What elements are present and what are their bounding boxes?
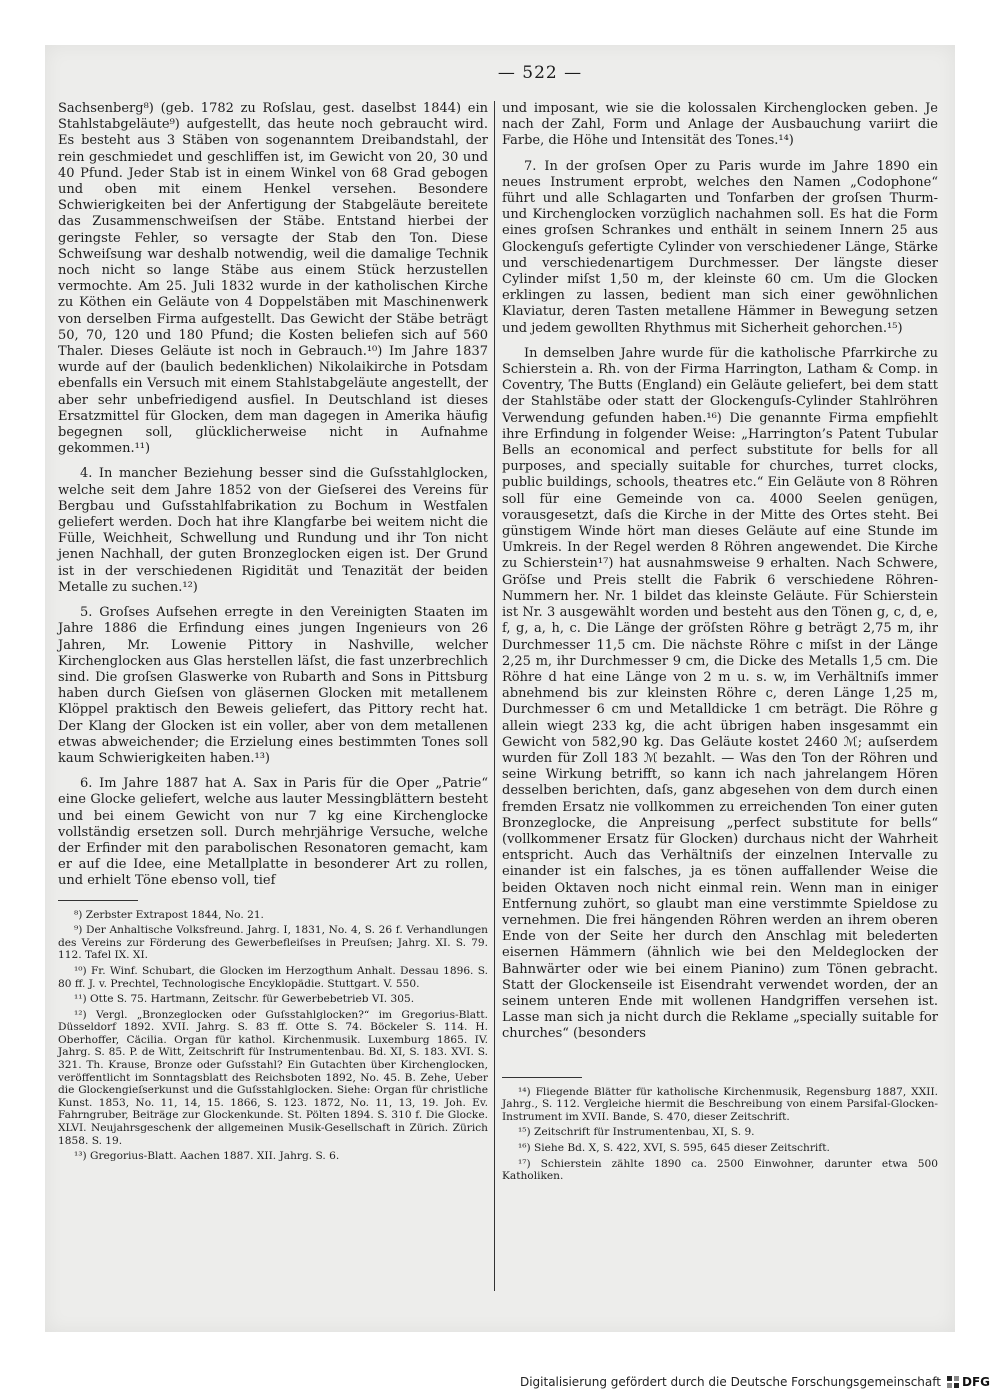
footnote: ¹⁷) Schierstein zählte 1890 ca. 2500 Einwohner, darunter etwa 500 Katholiken. [502,1157,938,1183]
body-paragraph: 5. Groſses Aufsehen erregte in den Vereinigten Staaten im Jahre 1886 die Erfindung eines jungen Ingenieurs von 26 Jahren, Mr. Lowenie Pittory in Nashville, welcher Kirchenglocken aus Glas herstellen läſst, die fast unzerbrechlich sind. Die groſsen Glaswerke von Rubarth and Sons in Pittsburg haben durch Gieſsen von gläsernen Glocken mit metallenem Klöppel praktisch den Beweis geliefert, das Pittory recht hat. Der Klang der Glocken ist ein voller, aber von dem metallenen etwas abweichender; die Erzielung eines bestimmten Tones soll kaum Schwierigkeiten haben.¹³) [58,605,488,766]
body-paragraph: 4. In mancher Beziehung besser sind die Guſsstahlglocken, welche seit dem Jahre 1852 von der Gieſserei des Vereins für Bergbau und Guſsstahlfabrikation zu Bochum in Westfalen geliefert werden. Doch hat ihre Klangfarbe bei weitem nicht die Fülle, Weichheit, Schwellung und Rundung und ihr Ton nicht jenen Nachhall, der guten Bronzeglocken eigen ist. Der Grund ist in der verschiedenen Rigidität und Tenazität der beiden Metalle zu suchen.¹²) [58,466,488,595]
footnote-divider [58,900,138,901]
footnote: ¹⁰) Fr. Winf. Schubart, die Glocken im Herzogthum Anhalt. Dessau 1896. S. 80 ff. J. v. Prechtel, Technologische Encyklopädie. Stuttgart. V. 550. [58,964,488,990]
dfg-logo-icon [947,1376,959,1388]
body-paragraph: Sachsenberg⁸) (geb. 1782 zu Roſslau, gest. daselbst 1844) ein Stahlstabgeläute⁹) aufgestellt, das heute noch gebraucht wird. Es besteht aus 3 Stäben von sogenanntem Dreibandstahl, der rein geschmiedet und geschliffen ist, im Gewicht von 20, 30 und 40 Pfund. Jeder Stab ist in einem Winkel von 68 Grad gebogen und oben mit einem Henkel versehen. Besondere Schwierigkeiten bei der Anfertigung der Stabgeläute bereitete das Zusammenschweiſsen der Stäbe. Entstand hierbei der geringste Fehler, so versagte der Stab den Ton. Diese Schweiſsung war deshalb notwendig, weil die damalige Technik noch nicht so lange Stäbe aus einem Stück herzustellen vermochte. Am 25. Juli 1832 wurde in der katholischen Kirche zu Köthen ein Geläute von 4 Doppelstäben mit Maschinenwerk von derselben Firma aufgestellt. Das Gewicht der Stäbe beträgt 50, 70, 120 und 180 Pfund; die Kosten beliefen sich auf 560 Thaler. Dieses Geläute ist noch in Gebrauch.¹⁰) Im Jahre 1837 wurde auf der (baulich bedenklichen) Nikolaikirche in Potsdam ebenfalls ein Versuch mit einem Stahlstabgeläute angestellt, der aber sehr unbefriedigend ausfiel. In Deutschland ist dieses Ersatzmittel für Glocken, dem man dagegen in Amerika häufig begegnen soll, glücklicherweise nicht in Aufnahme gekommen.¹¹) [58,101,488,457]
column-divider [494,101,495,1291]
dfg-logo-text: DFG [961,1375,990,1389]
left-column [58,101,488,1166]
body-paragraph: und imposant, wie sie die kolossalen Kirchenglocken geben. Je nach der Zahl, Form und Anlage der Ausbauchung variirt die Farbe, die Höhe und Intensität des Tones.¹⁴) [502,101,938,149]
body-paragraph: 6. Im Jahre 1887 hat A. Sax in Paris für die Oper „Patrie“ eine Glocke geliefert, welche aus lauter Messingblättern besteht und bei einem Gewicht von nur 7 kg eine Kirchenglocke vollständig ersetzen soll. Durch mehrjährige Versuche, welche der Erfinder mit den parabolischen Resonatoren gemacht, kam er auf die Idee, eine Metallplatte in besonderer Art zu rollen, und erhielt Töne ebenso voll, tief [58,776,488,889]
scanned-page [45,45,955,1332]
footnote: ¹⁶) Siehe Bd. X, S. 422, XVI, S. 595, 645 dieser Zeitschrift. [518,1141,830,1154]
footnote: ⁹) Der Anhaltische Volksfreund. Jahrg. I, 1831, No. 4, S. 26 f. Verhandlungen des Vereins zur Förderung des Gewerbefleiſses in Preuſsen; Jahrg. XI. S. 79. 112. Tafel IX. XI. [58,924,488,962]
footnote: ¹⁴) Fliegende Blätter für katholische Kirchenmusik, Regensburg 1887, XXII. Jahrg., S. 112. Vergleiche hiermit die Beschreibung von einem Parsifal-Glocken-Instrument im XVII. Bande, S. 470, dieser Zeitschrift. [502,1085,938,1123]
page-number: — 522 — [497,63,583,83]
body-paragraph: 7. In der groſsen Oper zu Paris wurde im Jahre 1890 ein neues Instrument erprobt, welches den Namen „Codophone“ führt und alle Schlagarten und Tonfarben der groſsen Thurm- und Kirchenglocken vorzüglich nachahmen soll. Es hat die Form eines groſsen Schrankes und enthält in seinem Innern 25 aus Glockenguſs gefertigte Cylinder von verschiedener Länge, Stärke und verschiedenartigem Durchmesser. Der längste dieser Cylinder miſst 1,50 m, der kleinste 60 cm. Um die Glocken erklingen zu lassen, bedient man sich einer gewöhnlichen Klaviatur, deren Tasten metallene Hämmer in Bewegung setzen und jedem gewollten Rhythmus mit Sicherheit gehorchen.¹⁵) [502,158,938,336]
body-paragraph: In demselben Jahre wurde für die katholische Pfarrkirche zu Schierstein a. Rh. von der Firma Harrington, Latham & Comp. in Coventry, The Butts (England) ein Geläute geliefert, bei dem statt der Stahlstäbe oder statt der Glockenguſs-Cylinder Stahlröhren Verwendung gefunden haben.¹⁶) Die genannte Firma empfiehlt ihre Erfindung in folgender Weise: „Harrington’s Patent Tubular Bells an economical and perfect substitute for bells for all purposes, and specially suitable for churches, turret clocks, public buildings, schools, theatres etc.“ Ein Geläute von 8 Röhren soll für eine Gemeinde von ca. 4000 Seelen genügen, vorausgesetzt, daſs die Kirche in der Mitte des Ortes steht. Bei günstigem Winde hört man dieses Geläute auf eine Stunde im Umkreis. In der Regel werden 8 Röhren angewendet. Die Kirche zu Schierstein¹⁷) hat ausnahmsweise 9 erhalten. Nach Schwere, Gröſse und Preis stellt die Fabrik 6 verschiedene Röhren-Nummern her. Nr. 1 bildet das kleinste Geläute. Für Schierstein ist Nr. 3 ausgewählt worden und besteht aus den Tönen g, c, d, e, f, g, a, h, c. Die Länge der gröſsten Röhre g beträgt 2,75 m, ihr Durchmesser 11,5 cm. Die nächste Röhre c miſst in der Länge 2,25 m, ihr Durchmesser 9 cm, die Dicke des Metalls 1,5 cm. Die Röhre d hat eine Länge von 2 m u. s. w, im Verhältniſs immer abnehmend bis zur kleinsten Röhre c, deren Länge 1,25 m, Durchmesser 6 cm und Metalldicke 1 cm beträgt. Die Röhre g allein wiegt 233 kg, die acht übrigen haben insgesammt ein Gewicht von 582,90 kg. Das Geläute kostet 2460 ℳ; auſserdem wurden für Zoll 183 ℳ bezahlt. — Was den Ton der Röhren und seine Wirkung betrifft, so kann ich nach jahrelangem Hören desselben berichten, daſs, ganz abgesehen von dem durch einen fremden Ersatz nie vollkommen zu erreichenden Ton einer guten Bronzeglocke, die Anpreisung „perfect substitute for bells“ (vollkommener Ersatz für Glocken) durchaus nicht der Wahrheit entspricht. Auch das Verhältniſs der einzelnen Intervalle zu einander ist ein falsches, ja es tönen auffallender Weise die beiden Oktaven noch nicht einmal rein. Wenn man in einiger Entfernung zuhört, so glaubt man eine verstimmte Spieldose zu vernehmen. Die frei hängenden Röhren werden an ihrem oberen Ende von der Seite her durch den Anschlag mit belederten eisernen Hämmern (ähnlich wie bei den Meldeglocken der Bahnwärter oder wie bei einem Pianino) zum Tönen gebracht. Statt der Glockenseile ist Eisendraht verwendet worden, der an seinem unteren Ende mit wollenen Handgriffen versehen ist. Lasse man sich ja nicht durch die Reklame „specially suitable for churches“ (besonders [502,345,938,1042]
footer-bar [0,1367,1000,1397]
footnote-divider [502,1077,582,1078]
footnote: ¹²) Vergl. „Bronzeglocken oder Guſsstahlglocken?“ im Gregorius-Blatt. Düsseldorf 1892. XVII. Jahrg. S. 83 ff. Otte S. 74. Böckeler S. 114. H. Oberhoffer, Cäcilia. Organ für kathol. Kirchenmusik. Luxemburg 1865. IV. Jahrg. S. 85. P. de Witt, Zeitschrift für Instrumentenbau. Bd. XI, S. 183. XVI. S. 321. Th. Krause, Bronze oder Guſsstahl? Ein Gutachten über Kirchenglocken, veröffentlicht im Sonntagsblatt des Reichsboten 1892, No. 45. B. Zehe, Ueber die Glockengieſserkunst und die Guſsstahlglocken. Siehe: Organ für christliche Kunst. 1853, No. 11, 14, 15. 1866, S. 123. 1872, No. 11, 13, 19. Joh. Ev. Fahrngruber, Beiträge zur Glockenkunde. St. Pölten 1894. S. 310 f. Die Glocke. XLVI. Neujahrsgeschenk der allgemeinen Musik-Gesellschaft in Zürich. Zürich 1858. S. 19. [58,1008,488,1147]
footnote: ⁸) Zerbster Extrapost 1844, No. 21. [74,908,264,921]
funding-notice: Digitalisierung gefördert durch die Deutsche Forschungsgemeinschaft [519,1375,941,1389]
footnote: ¹³) Gregorius-Blatt. Aachen 1887. XII. Jahrg. S. 6. [74,1150,340,1163]
footnote: ¹¹) Otte S. 75. Hartmann, Zeitschr. für Gewerbebetrieb VI. 305. [74,993,415,1006]
footnote: ¹⁵) Zeitschrift für Instrumentenbau, XI, S. 9. [518,1126,755,1139]
dfg-logo[interactable] [947,1375,990,1389]
right-column [502,101,938,1186]
